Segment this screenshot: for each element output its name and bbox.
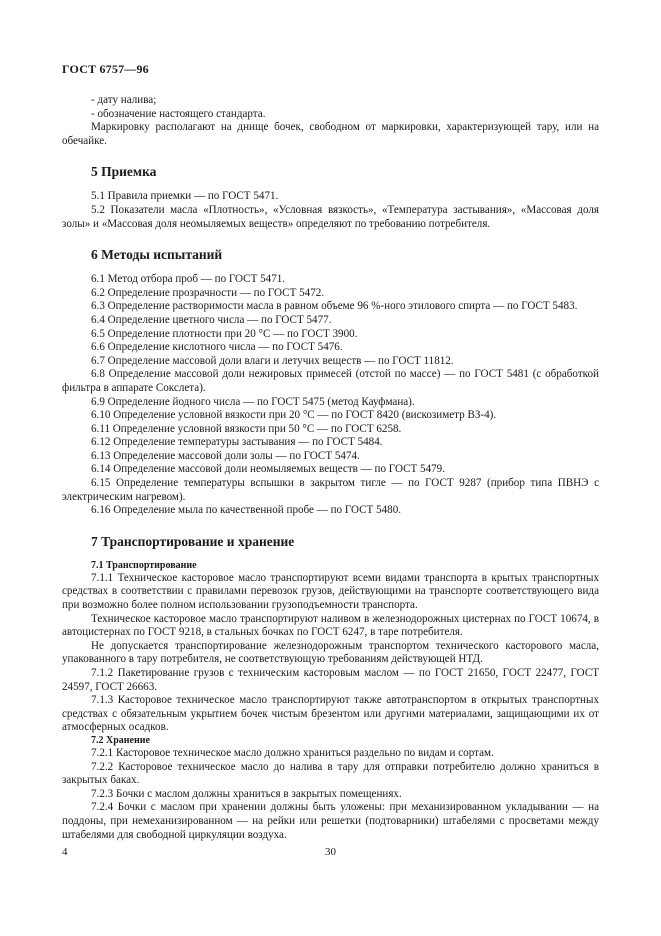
subsection-7-1-title: 7.1 Транспортирование xyxy=(91,559,197,571)
subsection-7-2-title: 7.2 Хранение xyxy=(91,734,150,746)
section-6-item: 6.16 Определение мыла по качественной пробе — по ГОСТ 5480. xyxy=(91,504,402,517)
section-6-item: 6.12 Определение температуры застывания — по ГОСТ 5484. xyxy=(91,436,383,449)
intro-line: - обозначение настоящего стандарта. xyxy=(91,107,266,120)
section-7-1-paragraph: Техническое касторовое масло транспортируют наливом в железнодорожных цистернах по ГОСТ 10674, в автоцистернах по ГОСТ 9218, в стальных бочках по ГОСТ 6247, в таре потребителя. xyxy=(62,612,599,639)
document-body xyxy=(62,94,599,842)
section-7-1-paragraph: 7.1.1 Техническое касторовое масло транспортируют всеми видами транспорта в крытых транспортных средствах в соответствии с правилами перевозок грузов, действующими на транспорте соответствующего вида при возможно более полном использовании грузоподъемности транспорта. xyxy=(62,571,599,612)
section-6-item: 6.1 Метод отбора проб — по ГОСТ 5471. xyxy=(91,273,286,286)
section-6-item: 6.11 Определение условной вязкости при 50 °С — по ГОСТ 6258. xyxy=(91,422,402,435)
intro-paragraph: Маркировку располагают на днище бочек, свободном от маркировки, характеризующей тару, или на обечайке. xyxy=(62,121,599,147)
section-7-1-paragraph: 7.1.2 Пакетирование грузов с техническим касторовым маслом — по ГОСТ 21650, ГОСТ 22477, ГОСТ 24597, ГОСТ 26663. xyxy=(62,667,599,693)
page-number-left: 4 xyxy=(62,846,68,858)
section-6-item: 6.8 Определение массовой доли нежировых примесей (отстой по массе) — по ГОСТ 5481 (с обработкой фильтра в аппарате Сокслета). xyxy=(62,368,599,394)
section-5-item: 5.2 Показатели масла «Плотность», «Условная вязкость», «Температура застывания», «Массовая доля золы» и «Массовая доля неомыляемых веществ» определяют по требованию потребителя. xyxy=(62,203,599,230)
section-6-item: 6.5 Определение плотности при 20 °С — по ГОСТ 3900. xyxy=(91,327,358,340)
section-6-item: 6.15 Определение температуры вспышки в закрытом тигле — по ГОСТ 9287 (прибор типа ПВНЭ с электрическим нагревом). xyxy=(62,477,599,503)
section-7-1-paragraph: 7.1.3 Касторовое техническое масло транспортируют также автотранспортом в открытых транспортных средствах с обязательным укрытием бочек чистым брезентом или другими материалами, защищающими их от атмосферных осадков. xyxy=(62,694,599,734)
document-header: ГОСТ 6757—96 xyxy=(62,62,149,76)
section-7-2-paragraph: 7.2.3 Бочки с маслом должны храниться в закрытых помещениях. xyxy=(91,787,402,800)
section-6-item: 6.4 Определение цветного числа — по ГОСТ 5477. xyxy=(91,313,332,326)
section-7-1-paragraph: Не допускается транспортирование железнодорожным транспортом технического касторового масла, упакованного в тару потребителя, не соответствующую требованиям действующей НТД. xyxy=(62,639,599,666)
section-7-2-paragraph: 7.2.1 Касторовое техническое масло должно храниться раздельно по видам и сортам. xyxy=(91,746,494,759)
section-7-title: 7 Транспортирование и хранение xyxy=(91,533,295,549)
section-7-2-paragraph: 7.2.2 Касторовое техническое масло до налива в тару для отправки потребителю должно храниться в закрытых баках. xyxy=(62,760,599,787)
section-5-item: 5.1 Правила приемки — по ГОСТ 5471. xyxy=(91,190,279,203)
section-5-title: 5 Приемка xyxy=(91,164,157,180)
section-7-2-paragraph: 7.2.4 Бочки с маслом при хранении должны быть уложены: при механизированном укладывании — на поддоны, при немеханизированном — на рейки или решетки (подтоварники) штабелями с просветами между штабелями для свободной циркуляции воздуха. xyxy=(62,801,599,841)
section-6-item: 6.2 Определение прозрачности — по ГОСТ 5472. xyxy=(91,286,325,299)
section-6-title: 6 Методы испытаний xyxy=(91,247,223,263)
section-6-item: 6.7 Определение массовой доли влаги и летучих веществ — по ГОСТ 11812. xyxy=(91,354,454,367)
section-6-item: 6.3 Определение растворимости масла в равном объеме 96 %-ного этилового спирта — по ГОСТ 5483. xyxy=(91,300,578,313)
section-6-item: 6.9 Определение йодного числа — по ГОСТ 5475 (метод Кауфмана). xyxy=(91,395,415,408)
page-number-center: 30 xyxy=(325,846,336,858)
section-6-item: 6.14 Определение массовой доли неомыляемых веществ — по ГОСТ 5479. xyxy=(91,463,446,476)
section-6-item: 6.10 Определение условной вязкости при 20 °С — по ГОСТ 8420 (вискозиметр ВЗ-4). xyxy=(91,409,497,422)
section-6-item: 6.13 Определение массовой доли золы — по ГОСТ 5474. xyxy=(91,449,360,462)
intro-line: - дату налива; xyxy=(91,94,157,106)
section-6-item: 6.6 Определение кислотного числа — по ГОСТ 5476. xyxy=(91,341,343,354)
